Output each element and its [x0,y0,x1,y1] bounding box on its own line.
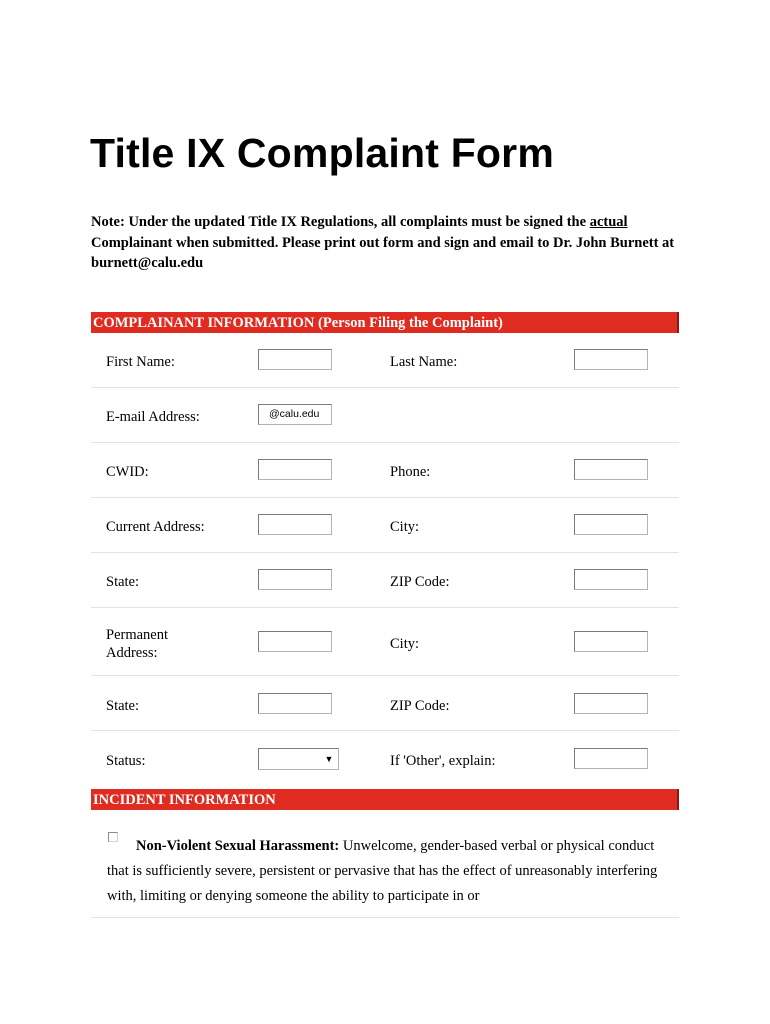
city-label: City: [390,519,420,535]
permanent-city-input[interactable] [574,631,648,652]
first-name-input[interactable] [258,349,332,370]
last-name-input[interactable] [574,349,648,370]
page-title: Title IX Complaint Form [90,130,554,176]
form-row-cwid [91,443,679,498]
cwid-input[interactable] [258,459,332,480]
form-row-current-address [91,498,679,553]
email-input[interactable]: @calu.edu [258,404,332,425]
chevron-down-icon[interactable]: ▼ [324,754,334,764]
email-label: E-mail Address: [106,409,200,425]
note-underlined-word: actual [589,214,628,230]
first-name-label: First Name: [106,354,175,370]
status-select[interactable] [258,748,339,770]
phone-input[interactable] [574,459,648,480]
zip-code-label: ZIP Code: [390,574,450,590]
form-row-permanent-state-zip [91,676,679,731]
other-explain-label: If 'Other', explain: [390,753,496,769]
state-input[interactable] [258,569,332,590]
incident-section-header: INCIDENT INFORMATION [91,789,679,810]
permanent-zip-code-label: ZIP Code: [390,698,450,714]
permanent-state-label: State: [106,698,140,714]
incident-option-harassment [91,818,679,918]
note-text-2: Complainant when submitted. Please print out form and sign and email to Dr. John Burnett at burnett@calu.edu [91,234,675,271]
form-row-status [91,731,679,789]
permanent-address-label: Permanent Address: [106,627,169,661]
complainant-section-header: COMPLAINANT INFORMATION (Person Filing the Complaint) [91,312,679,333]
phone-label: Phone: [390,464,431,480]
harassment-description [107,834,672,909]
other-explain-input[interactable] [574,748,648,769]
cwid-label: CWID: [106,464,149,480]
zip-code-input[interactable] [574,569,648,590]
harassment-title: Non-Violent Sexual Harassment: [136,838,340,854]
form-row-name [91,333,679,388]
current-address-label: Current Address: [106,519,205,535]
form-row-email [91,388,679,443]
instruction-note [91,212,681,274]
status-label: Status: [106,753,146,769]
permanent-city-label: City: [390,636,420,652]
permanent-address-input[interactable] [258,631,332,652]
last-name-label: Last Name: [390,354,458,370]
note-text-1: Note: Under the updated Title IX Regulations, all complaints must be signed the [91,214,590,230]
current-address-input[interactable] [258,514,332,535]
permanent-state-input[interactable] [258,693,332,714]
harassment-text: Unwelcome, gender-based verbal or physical conduct that is sufficiently severe, persistent or pervasive that has the effect of unreasonably interfering with, limiting or denying someone the ability to participate in or [107,838,658,904]
state-label: State: [106,574,140,590]
permanent-zip-code-input[interactable] [574,693,648,714]
form-row-permanent-address [91,608,679,676]
city-input[interactable] [574,514,648,535]
form-row-state-zip [91,553,679,608]
